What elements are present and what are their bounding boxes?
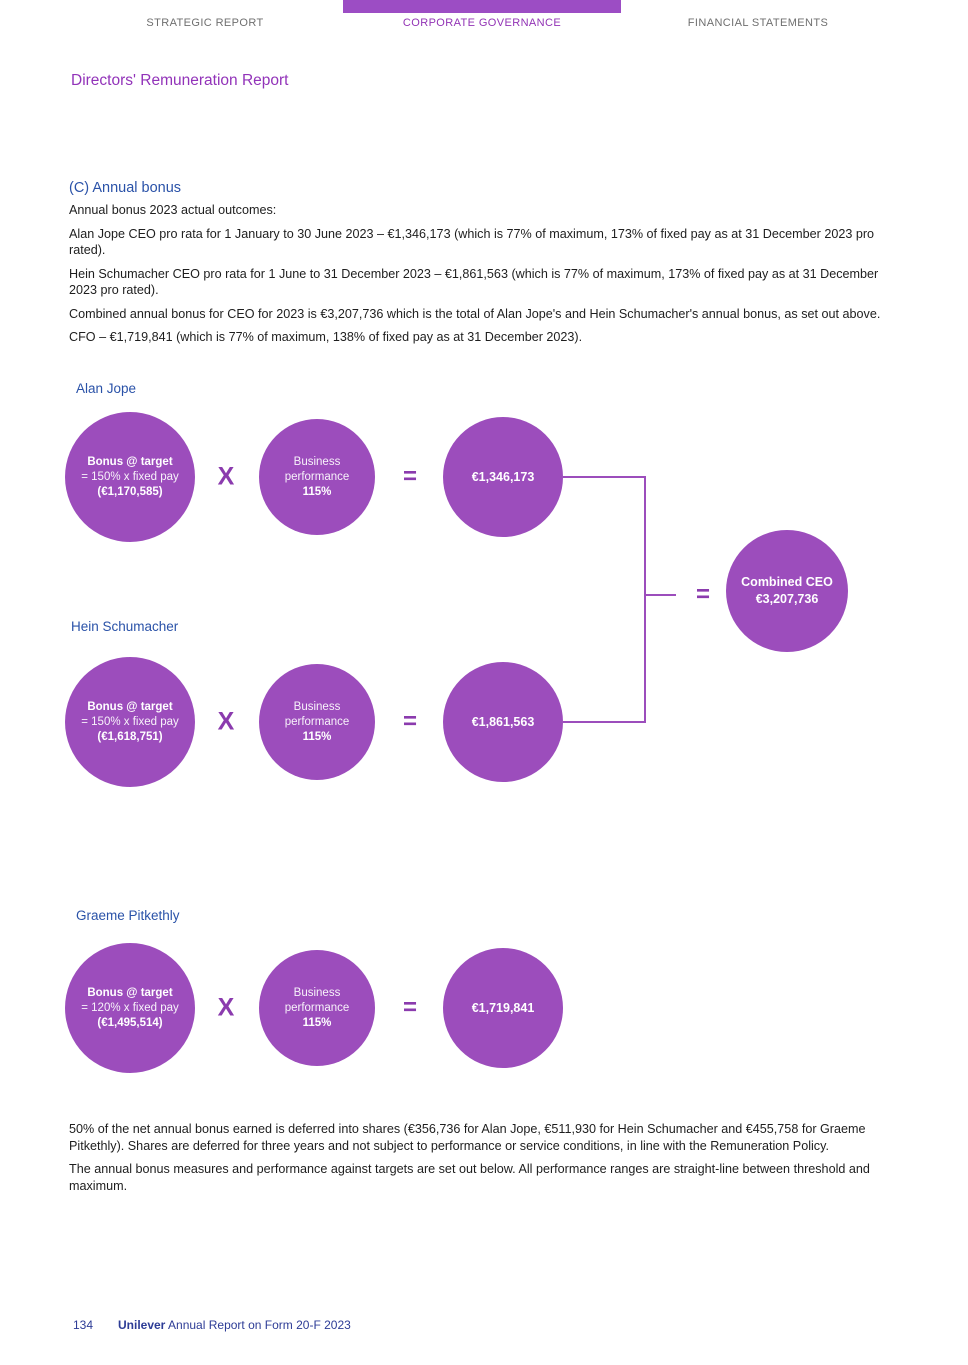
bonus-title: Bonus @ target (87, 986, 173, 999)
result-amount: €1,861,563 (471, 714, 535, 729)
performance-line: Business (293, 700, 341, 713)
paragraph: 50% of the net annual bonus earned is deferred into shares (€356,736 for Alan Jope, €511,930 for Hein Schumacher and €455,758 for Graeme Pitkethly). Shares are deferred for three years and not subject to performance or service conditions, in line with the Remuneration Policy. (69, 1122, 866, 1153)
business-performance-circle (259, 664, 375, 780)
performance-line: Business (293, 986, 341, 999)
connector-line-vertical (644, 476, 646, 723)
paragraph: The annual bonus measures and performance against targets are set out below. All performance ranges are straight-line between threshold and maximum. (69, 1162, 870, 1193)
bonus-title: Bonus @ target (87, 700, 173, 713)
active-tab-indicator (343, 0, 621, 13)
paragraph: CFO – €1,719,841 (which is 77% of maximum, 138% of fixed pay as at 31 December 2023). (69, 330, 583, 344)
bonus-target-circle (65, 412, 195, 542)
combined-label: Combined CEO (741, 575, 833, 589)
business-performance-circle (259, 950, 375, 1066)
multiply-operator: X (217, 462, 235, 491)
bonus-amount: (€1,495,514) (97, 1016, 163, 1029)
performance-line: performance (284, 1001, 350, 1014)
page-title: Directors' Remuneration Report (71, 72, 289, 89)
result-circle (443, 417, 563, 537)
bonus-title: Bonus @ target (87, 455, 173, 468)
intro-paragraphs (69, 202, 901, 353)
page-number: 134 (73, 1318, 94, 1332)
bonus-target-circle (65, 657, 195, 787)
paragraph: Combined annual bonus for CEO for 2023 is €3,207,736 which is the total of Alan Jope's and Hein Schumacher's annual bonus, as set out above. (69, 306, 881, 321)
equals-operator: = (402, 463, 418, 490)
bonus-target-circle (65, 943, 195, 1073)
performance-value: 115% (302, 730, 332, 743)
connector-line-middle (646, 594, 676, 596)
result-amount: €1,719,841 (471, 1000, 535, 1015)
business-performance-circle (259, 419, 375, 535)
tab-strategic-report[interactable]: STRATEGIC REPORT (146, 17, 264, 29)
bonus-formula: = 150% x fixed pay (81, 470, 179, 483)
performance-value: 115% (302, 1016, 332, 1029)
multiply-operator: X (217, 993, 235, 1022)
bonus-formula: = 120% x fixed pay (81, 1001, 179, 1014)
equals-operator: = (402, 708, 418, 735)
performance-line: Business (293, 455, 341, 468)
person-name-hein-schumacher: Hein Schumacher (71, 619, 179, 634)
paragraph: Annual bonus 2023 actual outcomes: (69, 203, 277, 217)
result-amount: €1,346,173 (471, 469, 535, 484)
result-circle (443, 948, 563, 1068)
result-circle (443, 662, 563, 782)
report-title: Annual Report on Form 20-F 2023 (168, 1318, 351, 1332)
performance-line: performance (284, 715, 350, 728)
brand-name: Unilever (118, 1318, 166, 1332)
bonus-amount: (€1,618,751) (97, 730, 163, 743)
combined-amount: €3,207,736 (755, 592, 819, 606)
performance-line: performance (284, 470, 350, 483)
paragraph: Hein Schumacher CEO pro rata for 1 June to 31 December 2023 – €1,861,563 (which is 77% of maximum, 173% of fixed pay as at 31 December 2023 pro rated). (69, 266, 879, 297)
connector-line-top (563, 476, 645, 478)
person-name-alan-jope: Alan Jope (76, 381, 137, 396)
tab-financial-statements[interactable]: FINANCIAL STATEMENTS (687, 17, 829, 29)
paragraph: Alan Jope CEO pro rata for 1 January to 30 June 2023 – €1,346,173 (which is 77% of maximum, 173% of fixed pay as at 31 December 2023 pro rated). (69, 226, 875, 257)
equals-operator: = (695, 581, 711, 608)
person-name-graeme-pitkethly: Graeme Pitkethly (76, 908, 180, 923)
page-footer (73, 1318, 351, 1332)
combined-ceo-circle (726, 530, 848, 652)
equals-operator: = (402, 994, 418, 1021)
closing-paragraphs (69, 1121, 905, 1201)
performance-value: 115% (302, 485, 332, 498)
tab-corporate-governance[interactable]: CORPORATE GOVERNANCE (402, 17, 562, 29)
bonus-amount: (€1,170,585) (97, 485, 163, 498)
bonus-formula: = 150% x fixed pay (81, 715, 179, 728)
section-heading: (C) Annual bonus (69, 180, 182, 196)
multiply-operator: X (217, 707, 235, 736)
connector-line-bottom (563, 721, 645, 723)
